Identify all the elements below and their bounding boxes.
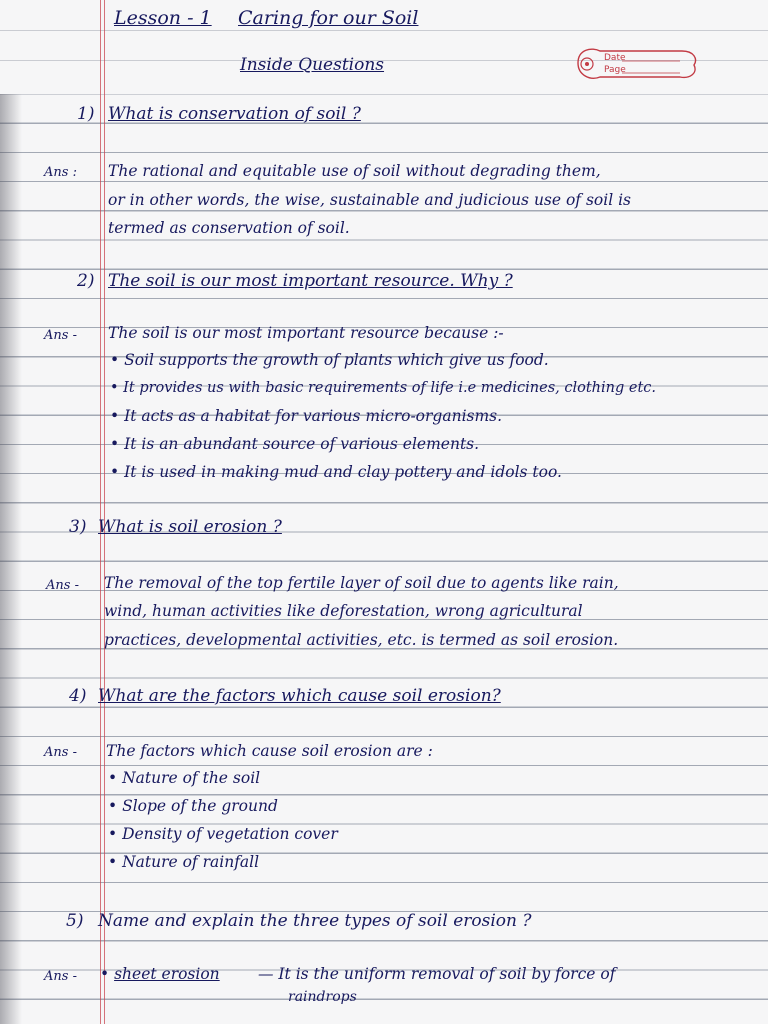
bullet-point: • Soil supports the growth of plants which give us food. <box>110 351 549 369</box>
margin-line-1 <box>100 0 101 1024</box>
question-text: The soil is our most important resource. Why ? <box>108 271 513 291</box>
bullet-point: • sheet erosion <box>100 965 220 983</box>
section-subtitle: Inside Questions <box>240 55 385 75</box>
bullet-point: • Slope of the ground <box>108 797 278 815</box>
bullet-point: • Density of vegetation cover <box>108 825 338 843</box>
question-text: What are the factors which cause soil erosion? <box>98 686 501 706</box>
answer-line: The soil is our most important resource because :- <box>108 324 504 342</box>
bullet-point: • Nature of the soil <box>108 769 261 787</box>
answer-line: The removal of the top fertile layer of soil due to agents like rain, <box>104 574 619 592</box>
date-page-stamp-icon <box>570 43 700 83</box>
page-shadow <box>0 0 22 1024</box>
answer-label: Ans - <box>44 328 77 343</box>
question-number: 4) <box>69 686 87 706</box>
answer-label: Ans - <box>44 969 77 984</box>
answer-line: The factors which cause soil erosion are : <box>106 742 433 760</box>
answer-line: — It is the uniform removal of soil by force of <box>258 965 616 983</box>
bullet-point: • It provides us with basic requirements of life i.e medicines, clothing etc. <box>110 380 657 396</box>
page-label: Page <box>604 65 626 75</box>
answer-line: raindrops <box>288 989 357 1005</box>
bullet-point: • Nature of rainfall <box>108 853 260 871</box>
answer-label: Ans : <box>44 165 77 180</box>
answer-line: The rational and equitable use of soil without degrading them, <box>108 162 601 180</box>
answer-line: or in other words, the wise, sustainable and judicious use of soil is <box>108 191 632 209</box>
question-text: Name and explain the three types of soil erosion ? <box>98 911 532 931</box>
answer-line: termed as conservation of soil. <box>108 219 350 237</box>
question-text: What is soil erosion ? <box>98 517 282 537</box>
answer-line: practices, developmental activities, etc. is termed as soil erosion. <box>104 631 619 649</box>
answer-line: wind, human activities like deforestation, wrong agricultural <box>104 602 583 620</box>
answer-label: Ans - <box>44 745 77 760</box>
bullet-point: • It is an abundant source of various elements. <box>110 435 480 453</box>
bullet-point: • It is used in making mud and clay pottery and idols too. <box>110 463 562 481</box>
date-label: Date <box>604 53 626 63</box>
lesson-number: Lesson - 1 <box>114 7 212 29</box>
question-number: 5) <box>66 911 84 931</box>
question-number: 2) <box>77 271 95 291</box>
lesson-title: Caring for our Soil <box>238 7 419 29</box>
bullet-point: • It acts as a habitat for various micro-organisms. <box>110 407 503 425</box>
answer-label: Ans - <box>46 578 79 593</box>
question-number: 1) <box>77 104 95 124</box>
margin-line-2 <box>104 0 105 1024</box>
question-text: What is conservation of soil ? <box>108 104 361 124</box>
question-number: 3) <box>69 517 87 537</box>
